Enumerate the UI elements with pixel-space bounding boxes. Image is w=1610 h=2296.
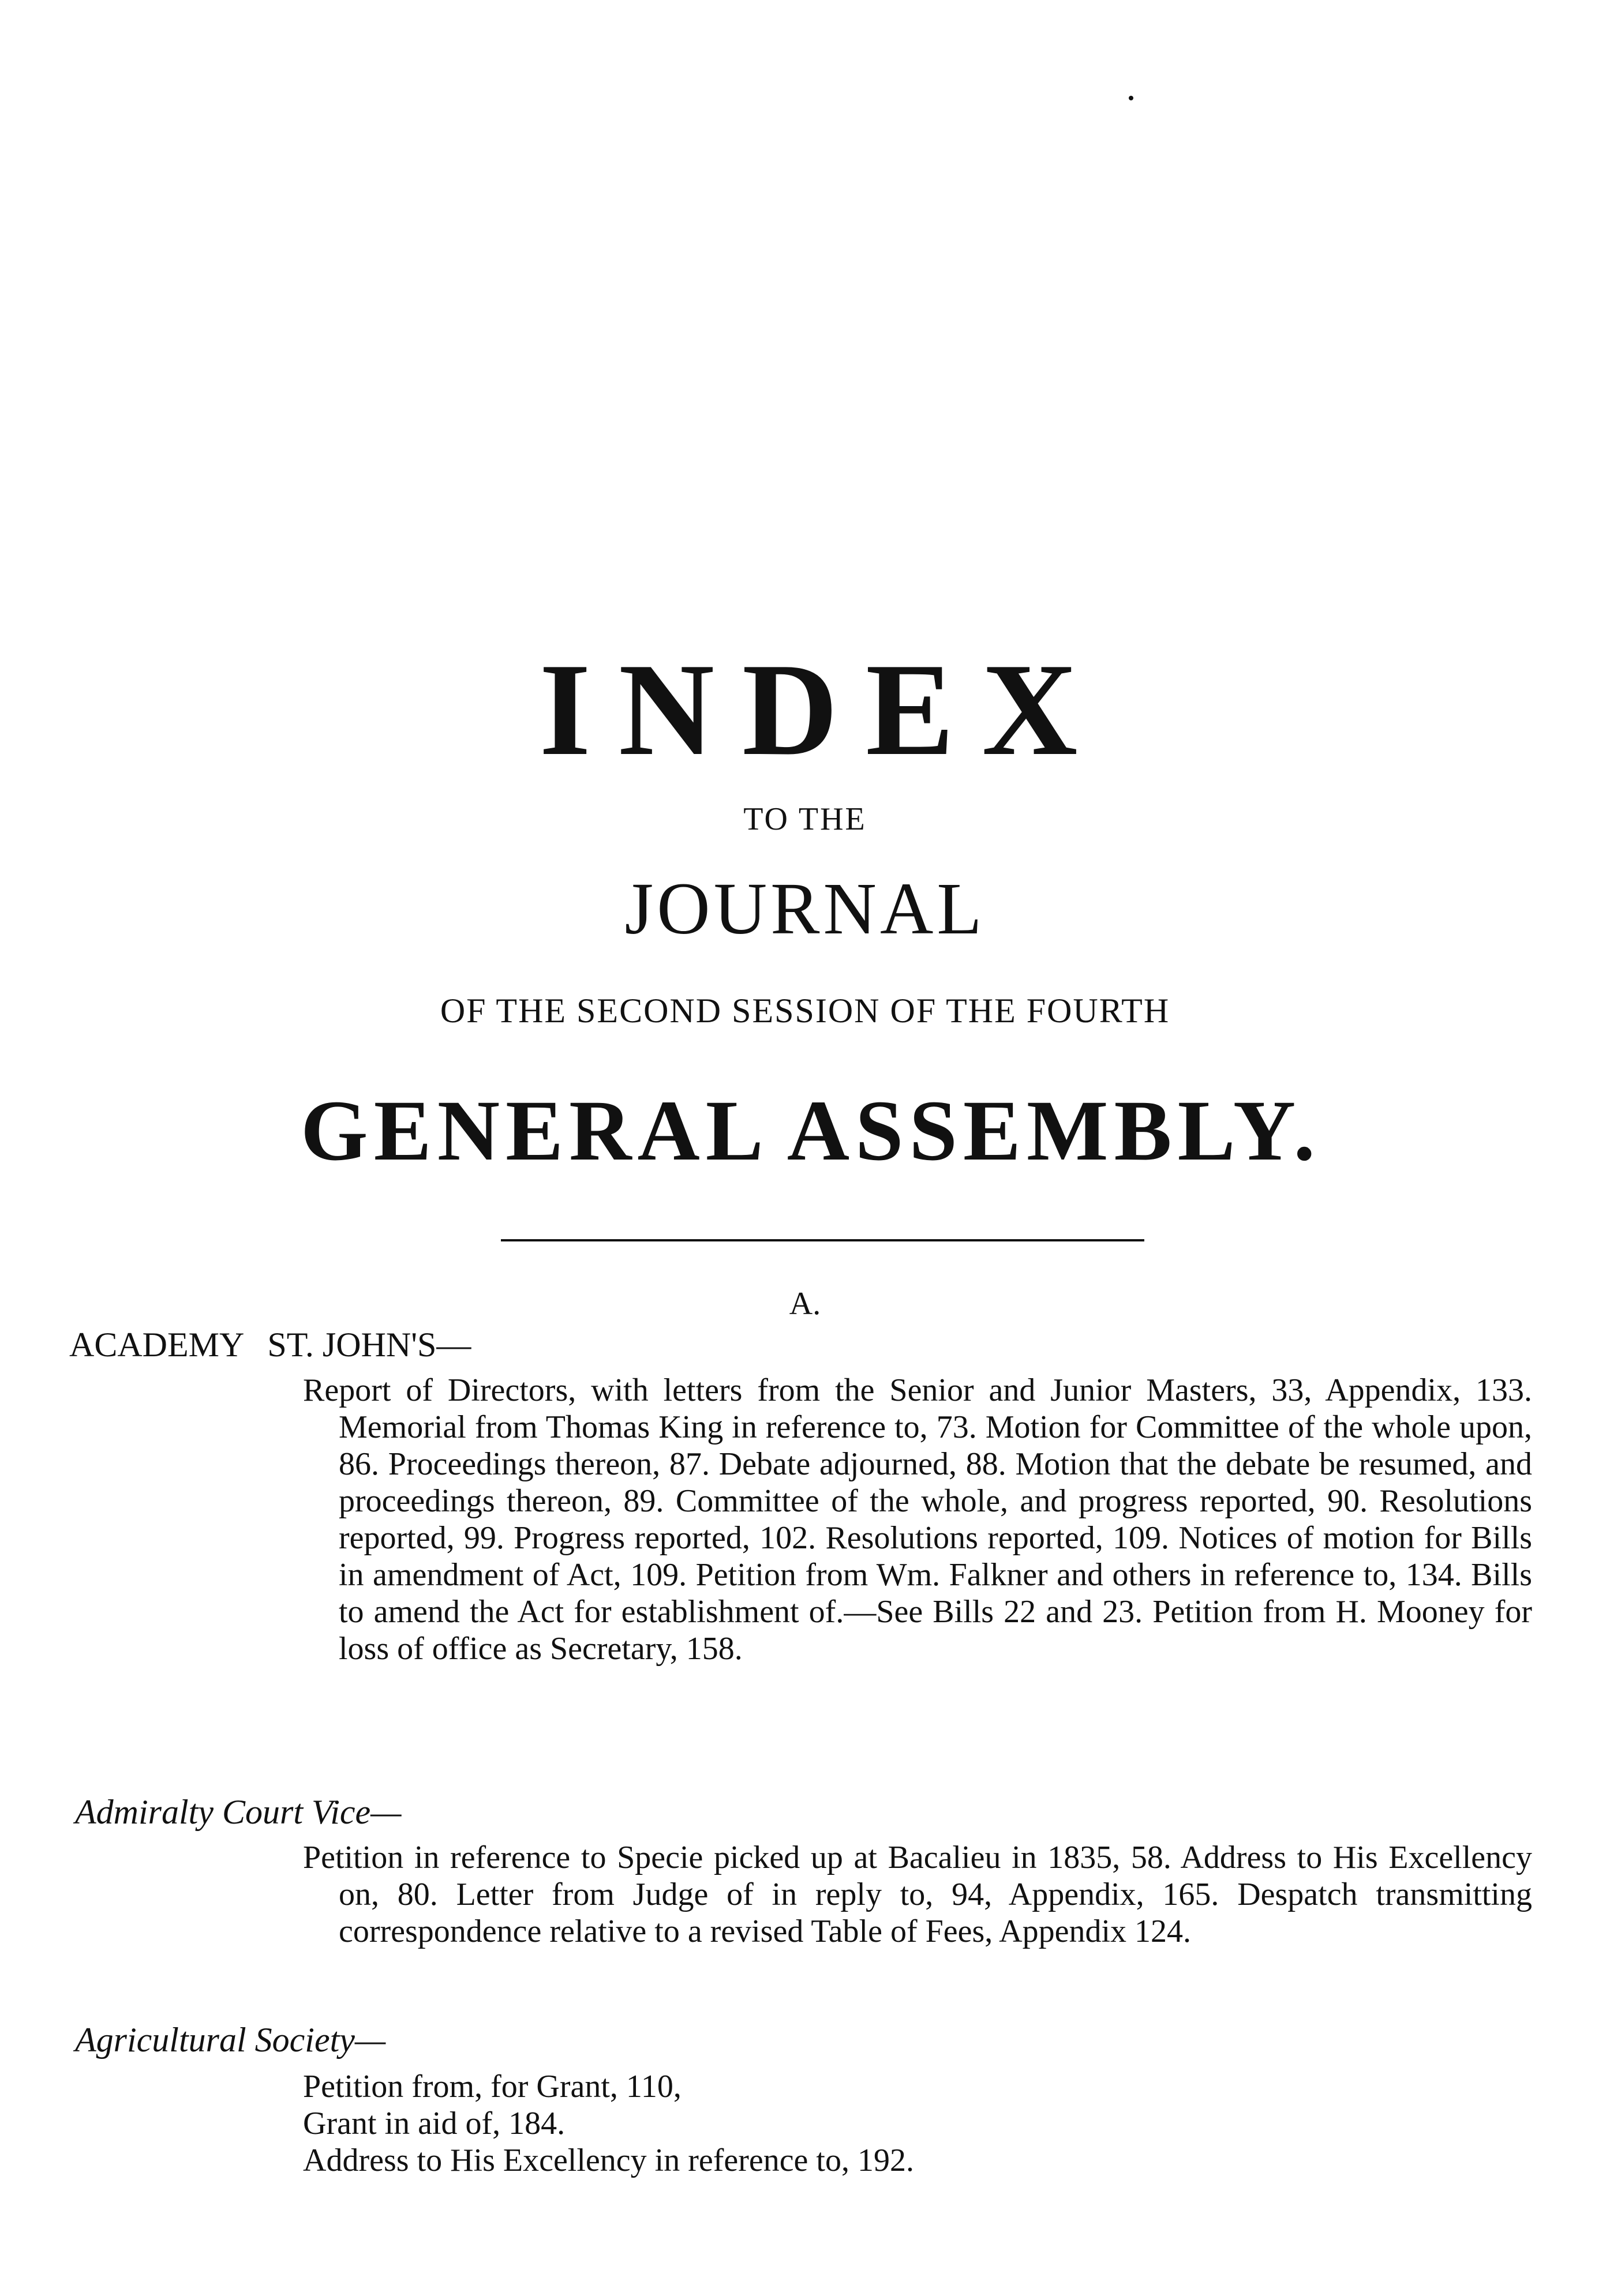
list-item: Petition from, for Grant, 110, [303,2069,682,2104]
list-item: Grant in aid of, 184. [303,2106,566,2141]
entry-heading-agricultural: Agricultural Society— [75,2021,386,2059]
ink-speck [1129,96,1133,100]
assembly-title: GENERAL ASSEMBLY. [301,1083,1321,1179]
entry-heading-academy [69,1324,471,1365]
entry-heading-admiralty: Admiralty Court Vice— [75,1793,402,1831]
entry-heading-academy-sub: ST. JOHN'S— [267,1326,471,1364]
session-subtitle: OF THE SECOND SESSION OF THE FOURTH [440,992,1170,1030]
section-letter: A. [789,1286,821,1322]
title-connector: TO THE [743,801,867,837]
title-divider-rule [501,1239,1144,1241]
entry-text-admiralty: Petition in reference to Specie picked up at Bacalieu in 1835, 58. Address to His Excellency on, 80. Letter from Judge of in reply to, 94, Appendix, 165. Despatch transmitting correspondence relative to a revised Table of Fees, Appendix 124. [303,1840,1532,1949]
list-item: Address to His Excellency in reference to, 192. [303,2143,914,2178]
entry-list-agricultural [303,2068,1532,2179]
entry-heading-academy-main: ACADEMY [69,1326,245,1364]
index-title: INDEX [539,636,1106,783]
journal-title: JOURNAL [624,868,986,950]
entry-text-academy: Report of Directors, with letters from the Senior and Junior Masters, 33, Appendix, 133. Memorial from Thomas King in reference to, 73. Motion for Committee of the whole upon, 86. Proceedings thereon, 87. Debate adjourned, 88. Motion that the debate be resumed, and proceedings thereon, 89. Committee of the whole, and progress reported, 90. Resolutions reported, 99. Progress reported, 102. Resolutions reported, 109. Notices of motion for Bills in amendment of Act, 109. Petition from Wm. Falkner and others in reference to, 134. Bills to amend the Act for establishment of.—See Bills 22 and 23. Petition from H. Mooney for loss of office as Secretary, 158. [303,1372,1532,1667]
